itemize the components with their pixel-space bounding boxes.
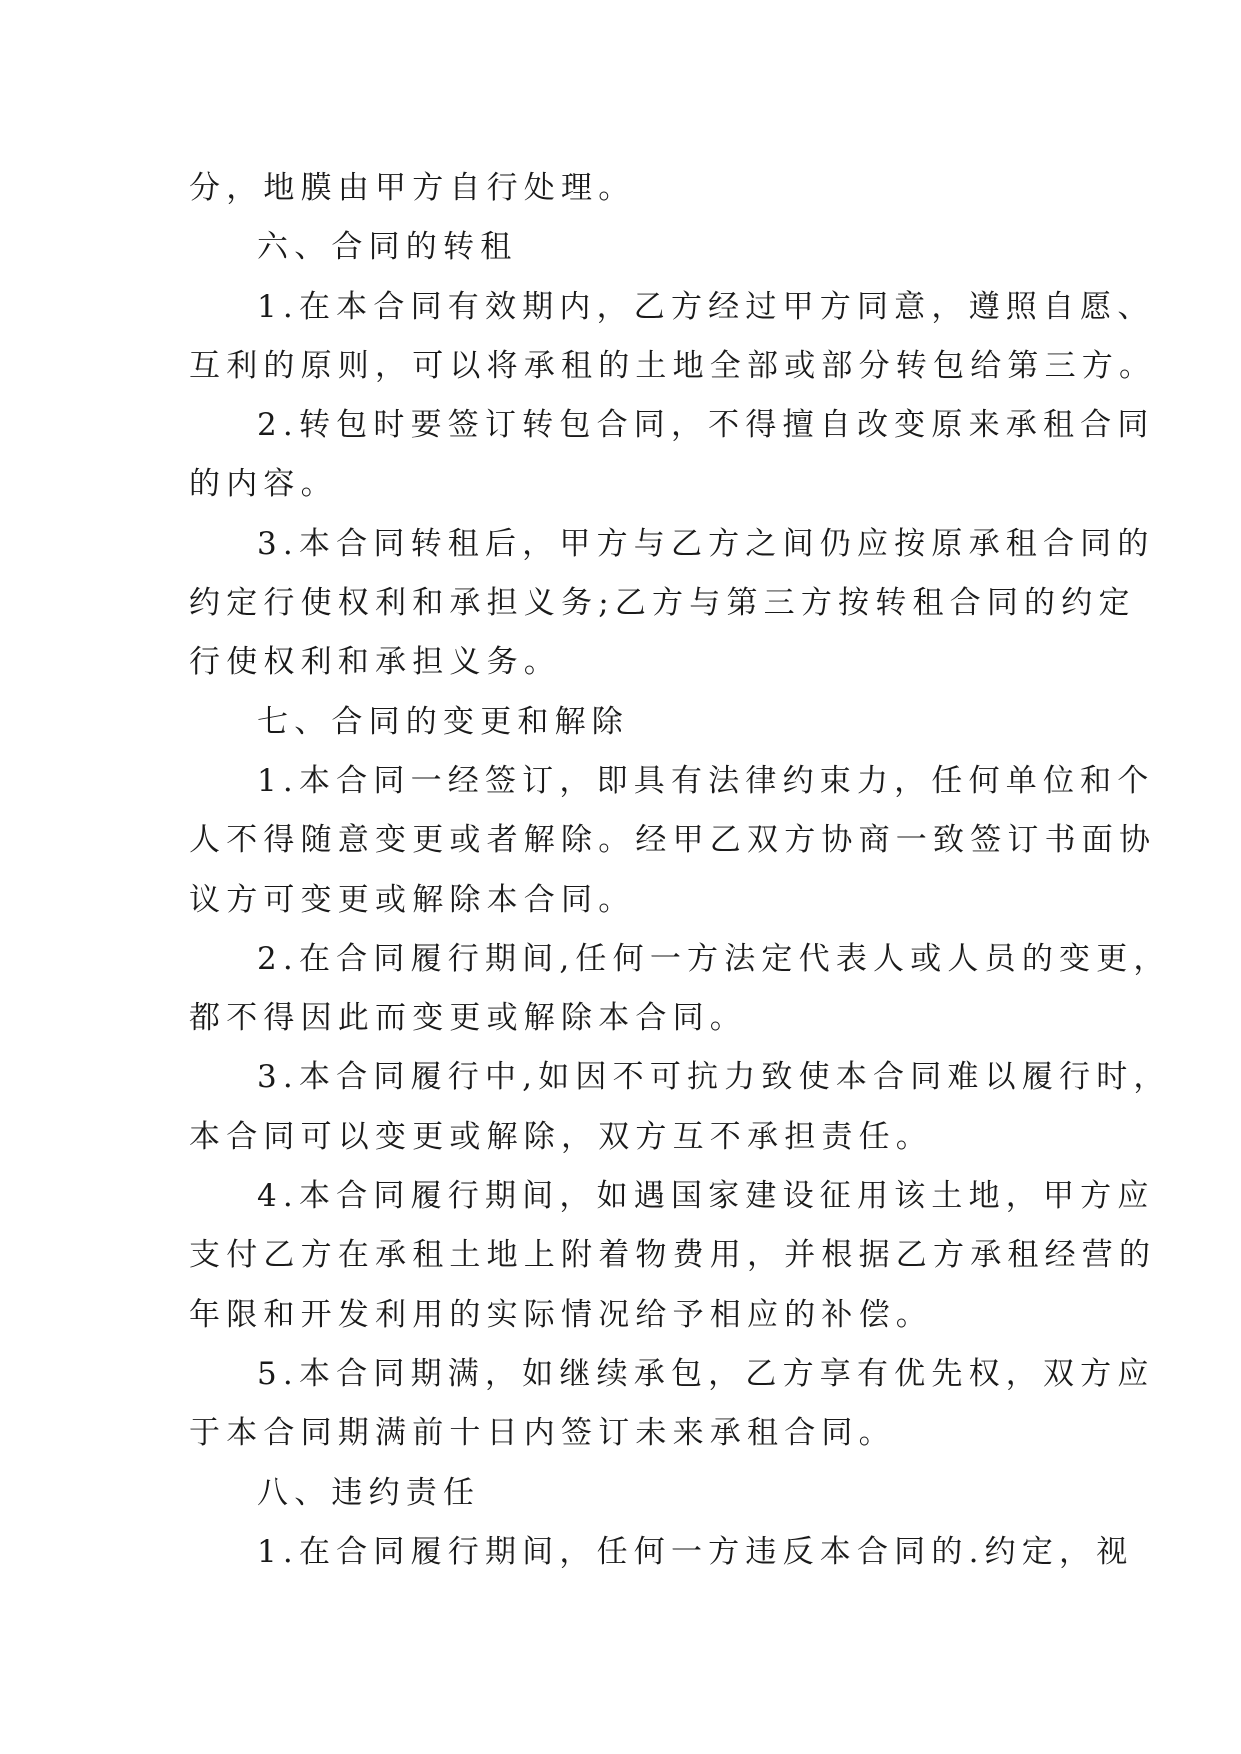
text-line: 本合同可以变更或解除，双方互不承担责任。 (189, 1118, 933, 1155)
section-heading: 七、合同的变更和解除 (257, 703, 629, 740)
text-line: 互利的原则，可以将承租的土地全部或部分转包给第三方。 (189, 347, 1157, 384)
text-line: 分，地膜由甲方自行处理。 (189, 170, 636, 206)
text-line: 1.在合同履行期间，任何一方违反本合同的.约定，视 (257, 1533, 1134, 1570)
text-line: 都不得因此而变更或解除本合同。 (189, 1000, 747, 1037)
text-line: 3.本合同履行中,如因不可抗力致使本合同难以履行时， (257, 1059, 1171, 1096)
text-line: 支付乙方在承租土地上附着物费用，并根据乙方承租经营的 (189, 1237, 1157, 1274)
text-line: 的内容。 (189, 466, 338, 503)
text-line: 2.在合同履行期间,任何一方法定代表人或人员的变更， (257, 940, 1171, 977)
text-line: 4.本合同履行期间，如遇国家建设征用该土地，甲方应 (257, 1178, 1155, 1215)
section-heading: 八、违约责任 (257, 1474, 481, 1511)
text-line: 3.本合同转租后，甲方与乙方之间仍应按原承租合同的 (257, 525, 1155, 562)
text-line: 行使权利和承担义务。 (189, 644, 561, 681)
text-line: 人不得随意变更或者解除。经甲乙双方协商一致签订书面协 (189, 822, 1157, 859)
text-line: 约定行使权利和承担义务;乙方与第三方按转租合同的约定 (189, 585, 1136, 622)
section-heading: 六、合同的转租 (257, 229, 518, 266)
text-line: 2.转包时要签订转包合同，不得擅自改变原来承租合同 (257, 407, 1155, 444)
text-line: 1.本合同一经签订，即具有法律约束力，任何单位和个 (257, 762, 1155, 799)
text-line: 议方可变更或解除本合同。 (189, 881, 636, 918)
text-line: 年限和开发利用的实际情况给予相应的补偿。 (189, 1296, 933, 1333)
document-body (189, 159, 1171, 1582)
text-line: 于本合同期满前十日内签订未来承租合同。 (189, 1415, 896, 1452)
text-line: 1.在本合同有效期内，乙方经过甲方同意，遵照自愿、 (257, 288, 1155, 325)
text-line: 5.本合同期满，如继续承包，乙方享有优先权，双方应 (257, 1355, 1155, 1392)
